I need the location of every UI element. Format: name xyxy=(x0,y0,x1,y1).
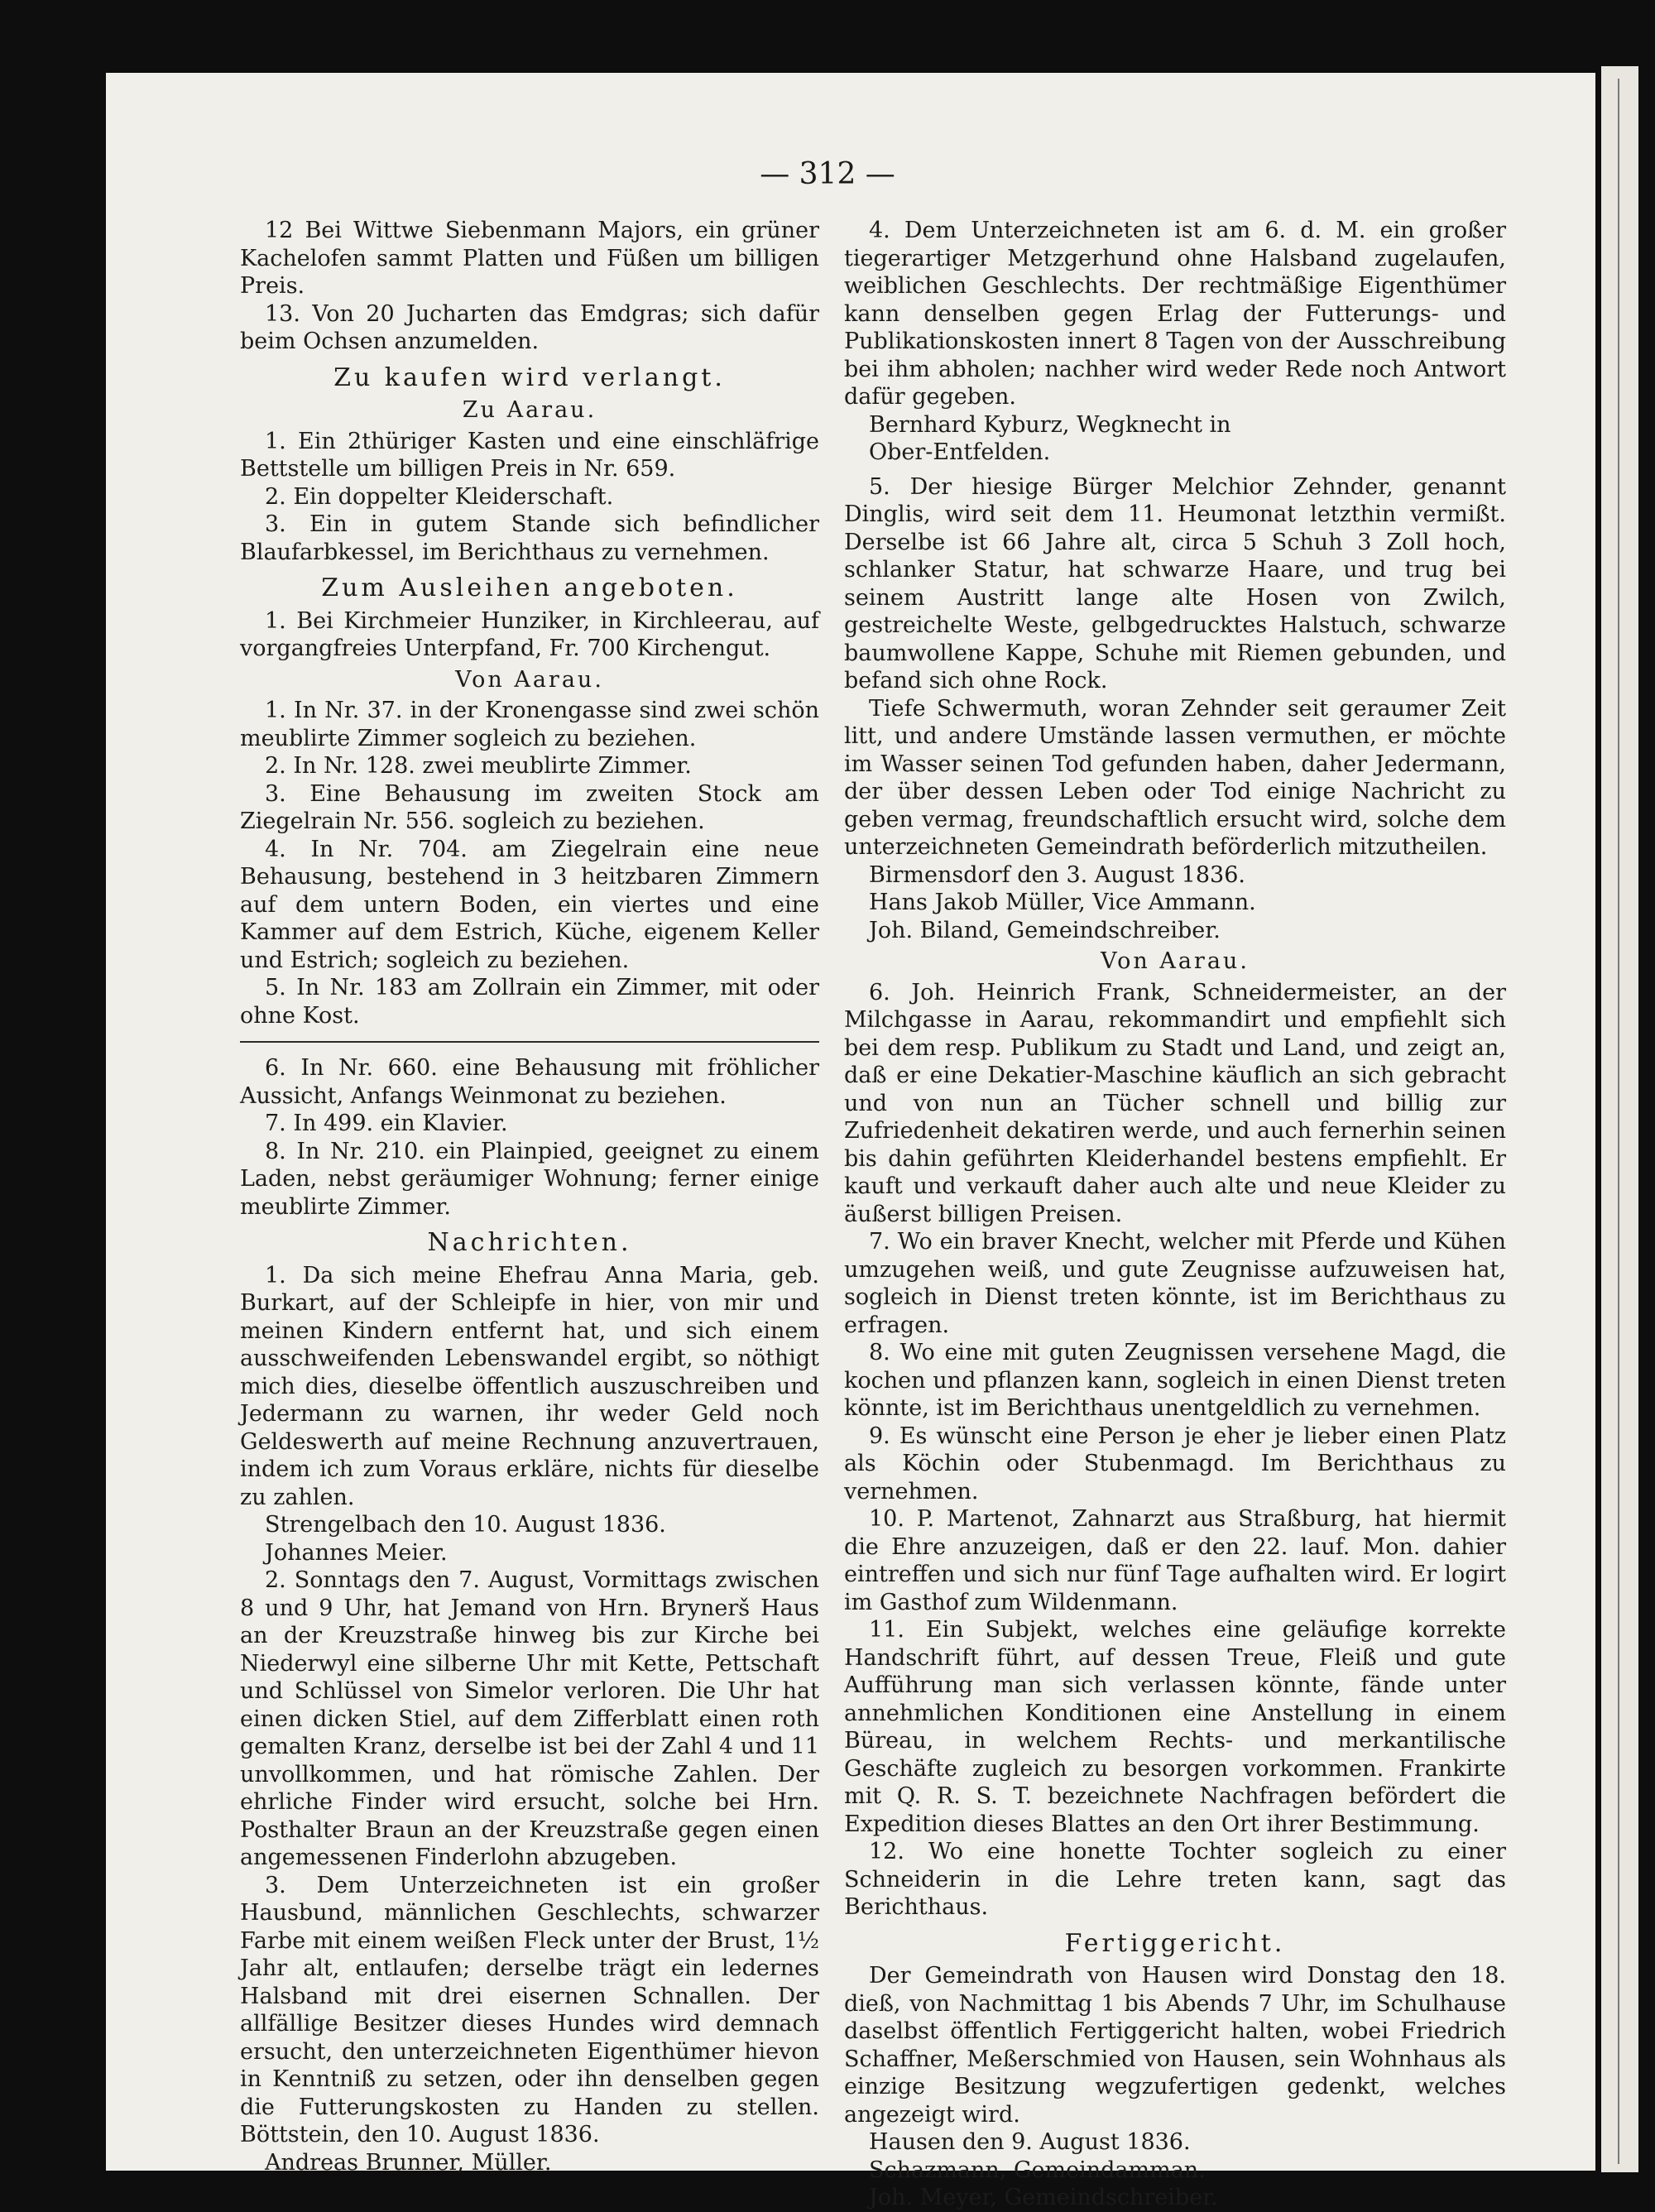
listing-item: 1. Ein 2thüriger Kasten und eine einschläfrige Bettstelle um billigen Preis in Nr. 659. xyxy=(240,428,819,482)
notice-signature: Bernhard Kyburz, Wegknecht in xyxy=(869,411,1231,438)
section-heading-fertiggericht: Fertiggericht. xyxy=(1064,1928,1286,1958)
notice-text: Der Gemeindrath von Hausen wird Donstag den 18. dieß, von Nachmittag 1 bis Abends 7 Uhr, im Schulhause daselbst öffentlich Fertiggericht halten, wobei Friedrich Schaffner, Meßerschmied von Hausen, sein Wohnhaus als einzige Besitzung wegzufertigen gedenkt, welches angezeigt wird. xyxy=(844,1963,1506,2128)
section-rule xyxy=(240,1041,819,1043)
notice-text: 11. Ein Subjekt, welches eine geläufige korrekte Handschrift führt, auf dessen Treue, Fleiß und gute Aufführung man sich verlassen könnte, fände unter annehmlichen Konditionen eine Anstellung in einem Büreau, in welchem Rechts- und merkantilische Geschäfte zugleich zu besorgen vorkommen. Frankirte mit Q. R. S. T. bezeichnete Nachfragen befördert die Expedition dieses Blattes an den Ort ihrer Bestimmung. xyxy=(844,1617,1506,1837)
notice-text: 3. Dem Unterzeichneten ist ein großer Hausbund, männlichen Geschlechts, schwarzer Farbe mit einem weißen Fleck unter der Brust, 1½ Jahr alt, entlaufen; derselbe trägt ein ledernes Halsband mit drei eisernen Schnallen. Der allfällige Besitzer dieses Hundes wird demnach ersucht, den unterzeichneten Eigenthümer hievon in Kenntniß zu setzen, oder ihn denselben gegen die Futterungskosten zu Handen zu stellen. Böttstein, den 10. August 1836. xyxy=(240,1872,819,2147)
notice-signature: Andreas Brunner, Müller. xyxy=(265,2149,552,2176)
listing-item: 3. Ein in gutem Stande sich befindlicher Blaufarbkessel, im Berichthaus zu vernehmen. xyxy=(240,511,819,565)
listing-item: 7. In 499. ein Klavier. xyxy=(265,1111,508,1136)
listing-item: 1. Bei Kirchmeier Hunziker, in Kirchleerau, auf vorgangfreies Unterpfand, Fr. 700 Kirchengut. xyxy=(240,607,819,661)
listing-item: 4. In Nr. 704. am Ziegelrain eine neue Behausung, bestehend in 3 heitzbaren Zimmern auf dem untern Boden, ein viertes und eine Kammer auf dem Estrich, Küche, eigenem Keller und Estrich; sogleich zu beziehen. xyxy=(240,836,819,973)
notice-text: 10. P. Martenot, Zahnarzt aus Straßburg, hat hiermit die Ehre anzuzeigen, daß er den 22. lauf. Mon. dahier eintreffen und sich nur fünf Tage aufhalten wird. Er logirt im Gasthof zum Wildenmann. xyxy=(844,1506,1506,1615)
listing-item: 5. In Nr. 183 am Zollrain ein Zimmer, mit oder ohne Kost. xyxy=(240,975,819,1029)
listing-item: 13. Von 20 Jucharten das Emdgras; sich dafür beim Ochsen anzumelden. xyxy=(240,300,819,354)
notice-text: 7. Wo ein braver Knecht, welcher mit Pferde und Kühen umzugehen weiß, und gute Zeugnisse aufzuweisen hat, sogleich in Dienst treten könnte, ist im Berichthaus zu erfragen. xyxy=(844,1229,1506,1338)
listing-item: 6. In Nr. 660. eine Behausung mit fröhlicher Aussicht, Anfangs Weinmonat zu beziehen. xyxy=(240,1055,819,1109)
listing-item: 12 Bei Wittwe Siebenmann Majors, ein grüner Kachelofen sammt Platten und Füßen um billigen Preis. xyxy=(240,218,819,299)
right-column xyxy=(844,217,1506,2212)
notice-place-date: Birmensdorf den 3. August 1836. xyxy=(869,861,1245,888)
listing-item: 2. In Nr. 128. zwei meublirte Zimmer. xyxy=(265,753,692,779)
notice-text: 1. Da sich meine Ehefrau Anna Maria, geb. Burkart, auf der Schleipfe in hier, von mir und meinen Kindern entfernt hat, und sich einem ausschweifenden Lebenswandel ergibt, so nöthigt mich dies, dieselbe öffentlich auszuschreiben und Jedermann zu warnen, ihr weder Geld noch Geldeswerth auf meine Rechnung anzuvertrauen, indem ich zum Voraus erkläre, nichts für dieselbe zu zahlen. xyxy=(240,1262,819,1510)
page-fold-line xyxy=(1618,79,1619,2164)
place-heading: Von Aarau. xyxy=(1101,948,1250,974)
notice-place-date: Hausen den 9. August 1836. xyxy=(869,2129,1191,2155)
notice-place-date: Strengelbach den 10. August 1836. xyxy=(265,1512,666,1538)
left-column xyxy=(240,217,819,2176)
section-heading-nachrichten: Nachrichten. xyxy=(427,1228,632,1257)
notice-text: 6. Joh. Heinrich Frank, Schneidermeister, an der Milchgasse in Aarau, rekommandirt und empfiehlt sich bei dem resp. Publikum zu Stadt und Land, und zeigt an, daß er eine Dekatier-Maschine käuflich an sich gebracht und von nun an Tücher schnell und billig zur Zufriedenheit dekatiren werde, und auch fernerhin seinen bis dahin geführten Kleiderhandel bestens empfiehlt. Er kauft und verkauft daher auch alte und neue Kleider zu äußerst billigen Preisen. xyxy=(844,979,1506,1227)
adjacent-page-edge xyxy=(1601,66,1638,2172)
notice-text: 8. Wo eine mit guten Zeugnissen versehene Magd, die kochen und pflanzen kann, sogleich in einen Dienst treten könnte, ist im Berichthaus unentgeldlich zu vernehmen. xyxy=(844,1340,1506,1421)
section-heading-ausleihen: Zum Ausleihen angeboten. xyxy=(321,573,738,602)
place-heading: Von Aarau. xyxy=(455,666,604,693)
notice-signature: Schazmann, Gemeindamman. xyxy=(869,2157,1206,2183)
notice-signature: Joh. Meyer, Gemeindschreiber. xyxy=(869,2185,1218,2210)
notice-text: 2. Sonntags den 7. August, Vormittags zwischen 8 und 9 Uhr, hat Jemand von Hrn. Brynerš Haus an der Kreuzstraße hinweg bis zur Kirche bei Niederwyl eine silberne Uhr mit Kette, Pettschaft und Schlüssel von Simelor verloren. Die Uhr hat einen dicken Stiel, auf dem Zifferblatt einen roth gemalten Kranz, derselbe ist bei der Zahl 4 und 11 unvollkommen, und hat römische Zahlen. Der ehrliche Finder wird ersucht, solche bei Hrn. Posthalter Braun an der Kreuzstraße gegen einen angemessenen Finderlohn abzugeben. xyxy=(240,1567,819,1870)
notice-signature: Ober-Entfelden. xyxy=(869,439,1051,465)
notice-signature: Hans Jakob Müller, Vice Ammann. xyxy=(869,890,1256,915)
section-heading-kaufen: Zu kaufen wird verlangt. xyxy=(333,362,726,392)
place-heading: Zu Aarau. xyxy=(462,397,597,423)
notice-signature: Johannes Meier. xyxy=(265,1539,448,1566)
page-number: — 312 — xyxy=(760,157,895,191)
notice-signature: Joh. Biland, Gemeindschreiber. xyxy=(869,917,1221,943)
listing-item: 3. Eine Behausung im zweiten Stock am Ziegelrain Nr. 556. sogleich zu beziehen. xyxy=(240,780,819,834)
notice-text: Tiefe Schwermuth, woran Zehnder seit geraumer Zeit litt, und andere Umstände lassen vermuthen, er möchte im Wasser seinen Tod gefunden haben, daher Jedermann, der über dessen Leben oder Tod einige Nachricht zu geben vermag, freundschaftlich ersucht wird, solche dem unterzeichneten Gemeindrath beförderlich mitzutheilen. xyxy=(844,695,1506,860)
spacer xyxy=(844,467,1506,473)
notice-text: 12. Wo eine honette Tochter sogleich zu einer Schneiderin in die Lehre treten kann, sagt das Berichthaus. xyxy=(844,1839,1506,1920)
notice-text: 9. Es wünscht eine Person je eher je lieber einen Platz als Köchin oder Stubenmagd. Im Berichthaus zu vernehmen. xyxy=(844,1423,1506,1504)
listing-item: 8. In Nr. 210. ein Plainpied, geeignet zu einem Laden, nebst geräumiger Wohnung; ferner einige meublirte Zimmer. xyxy=(240,1138,819,1220)
listing-item: 1. In Nr. 37. in der Kronengasse sind zwei schön meublirte Zimmer sogleich zu beziehen. xyxy=(240,698,819,751)
listing-item: 2. Ein doppelter Kleiderschaft. xyxy=(265,483,614,510)
notice-text: 4. Dem Unterzeichneten ist am 6. d. M. ein großer tiegerartiger Metzgerhund ohne Halsband zugelaufen, weiblichen Geschlechts. Der rechtmäßige Eigenthümer kann denselben gegen Erlag der Futterungs- und Publikationskosten innert 8 Tagen von der Ausschreibung bei ihm abholen; nachher wird weder Rede noch Antwort dafür gegeben. xyxy=(844,218,1506,410)
notice-text: 5. Der hiesige Bürger Melchior Zehnder, genannt Dinglis, wird seit dem 11. Heumonat letzthin vermißt. Derselbe ist 66 Jahre alt, circa 5 Schuh 3 Zoll hoch, schlanker Statur, hat schwarze Haare, und trug bei seinem Austritt lange alte Hosen von Zwilch, gestreichelte Weste, gelbgedrucktes Halstuch, schwarze baumwollene Kappe, Schuhe mit Riemen gebunden, und befand sich ohne Rock. xyxy=(844,473,1506,693)
